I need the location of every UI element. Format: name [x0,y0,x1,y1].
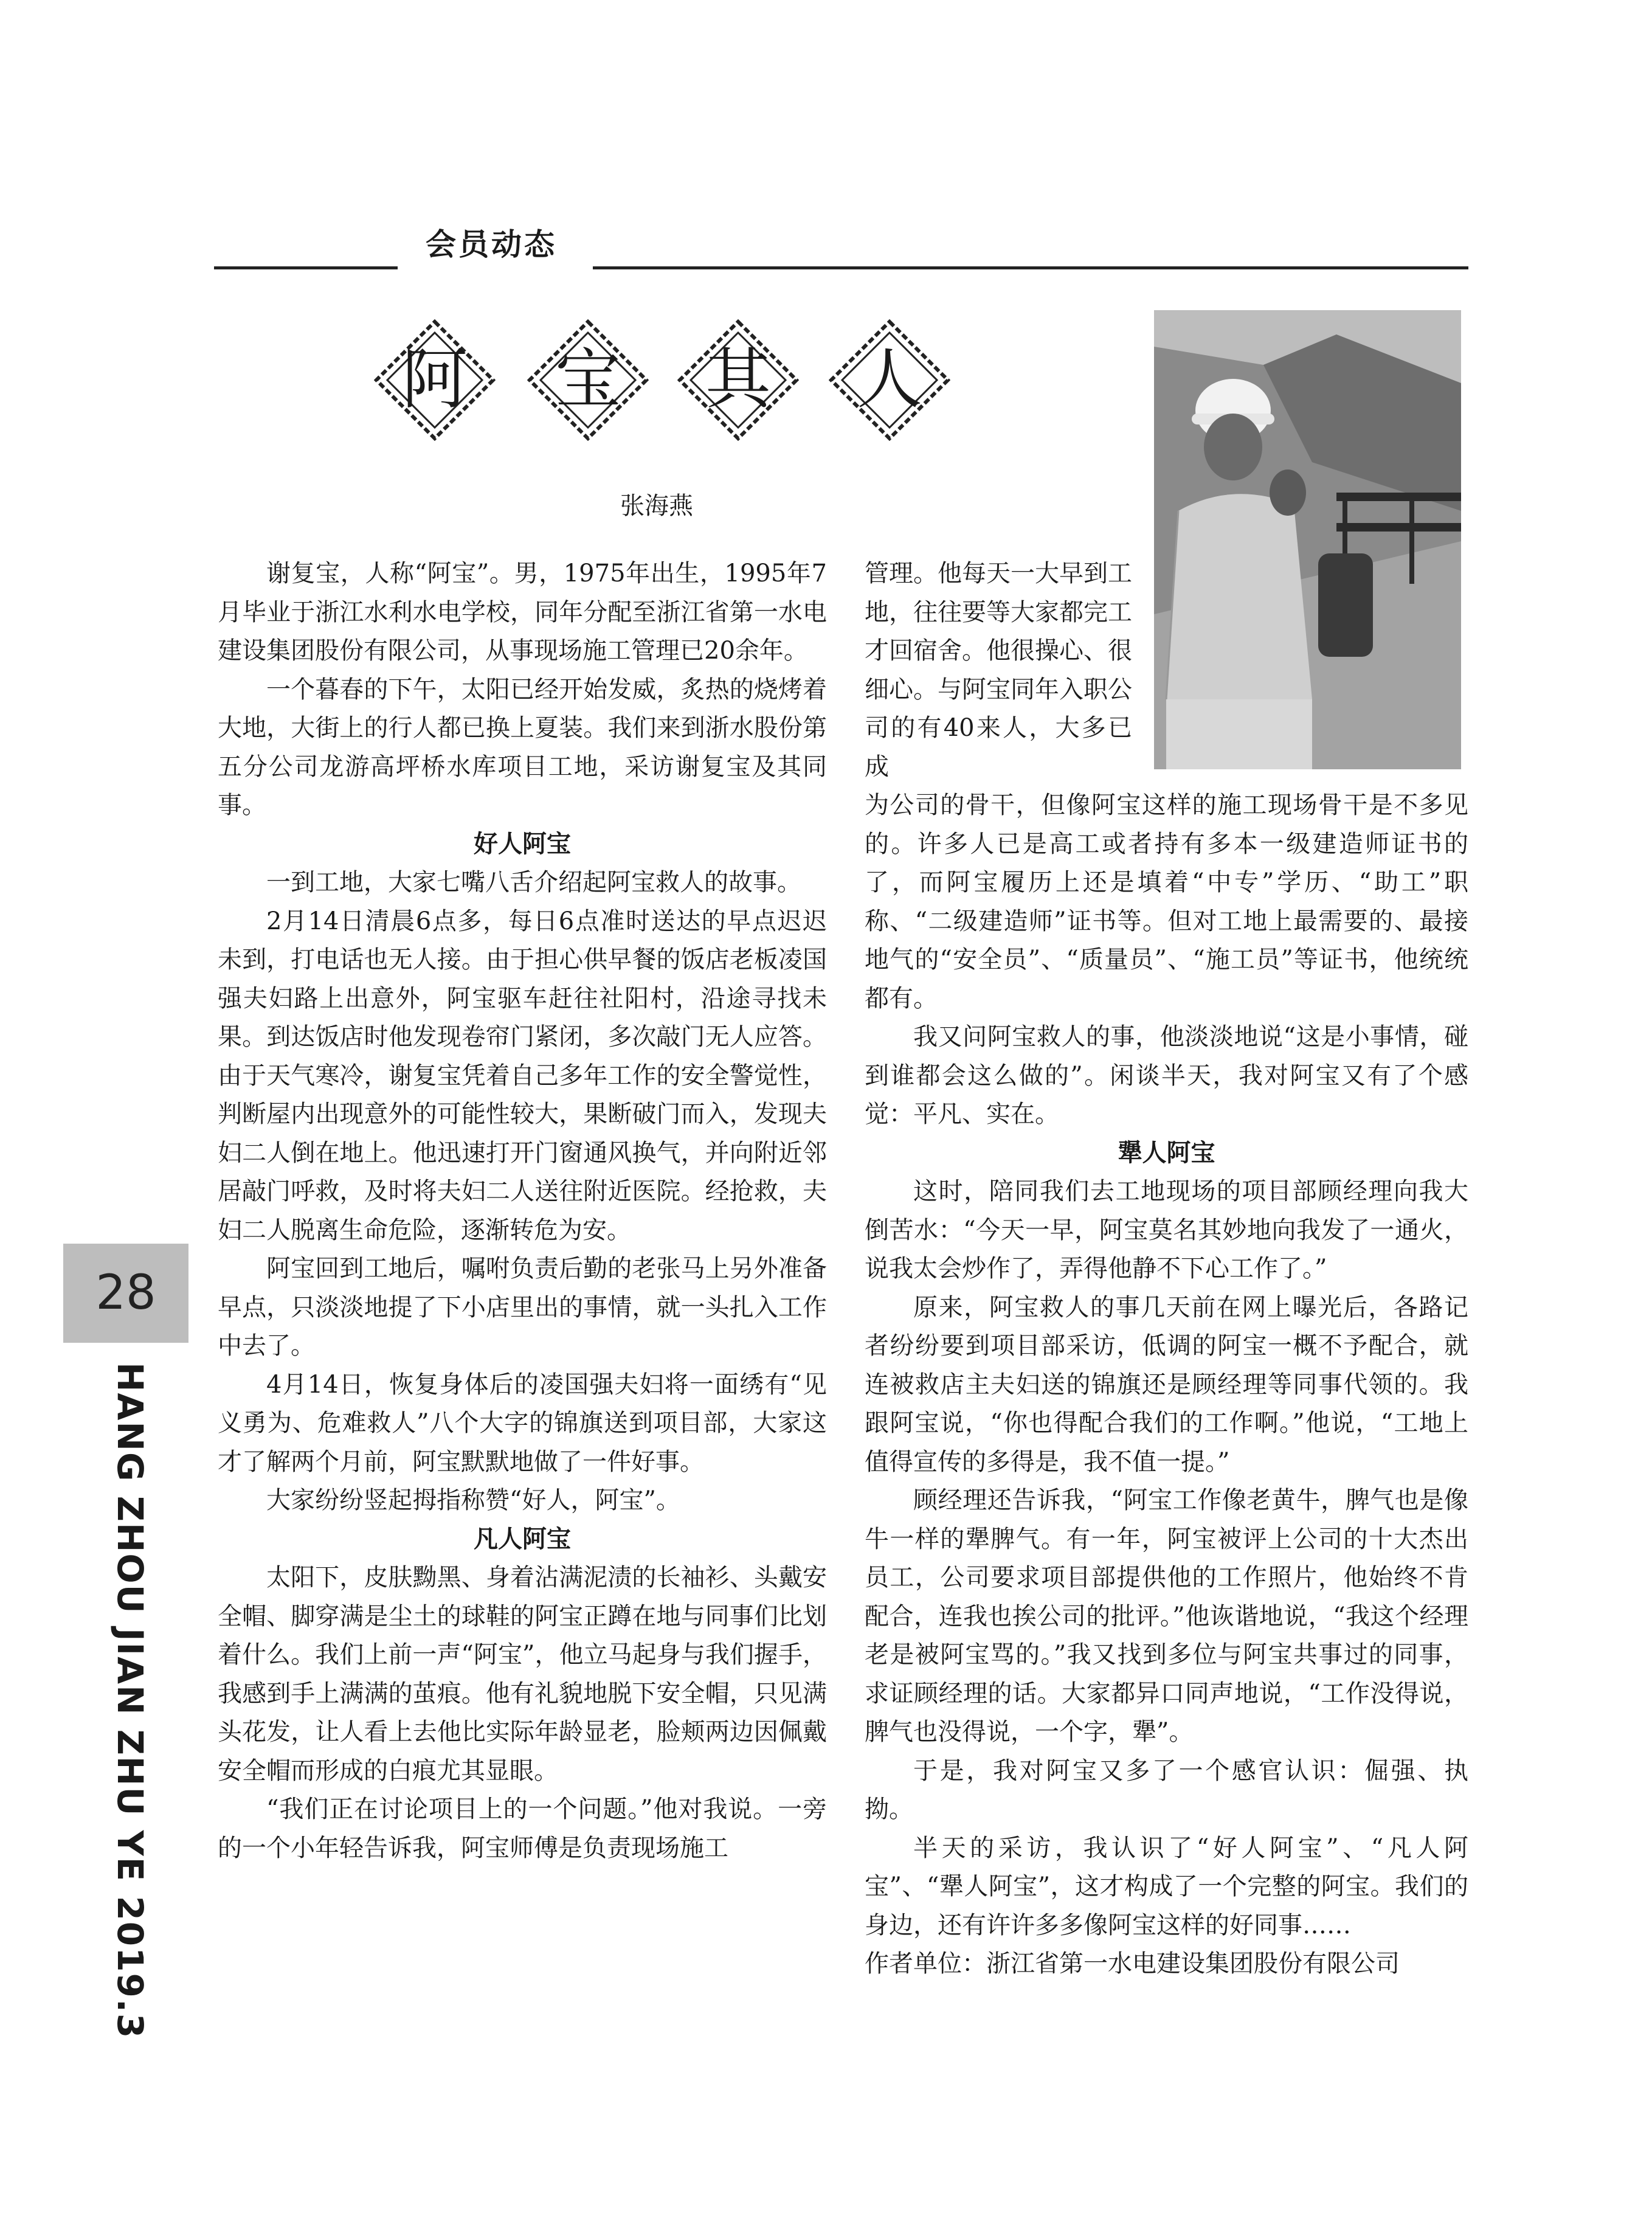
header-rule-left [214,266,398,269]
title-char-text: 人 [856,342,922,418]
paragraph: 4月14日，恢复身体后的凌国强夫妇将一面绣有“见义勇为、危难救人”八个大字的锦旗送到项目部，大家这才了解两个月前，阿宝默默地做了一件好事。 [218,1370,827,1476]
paragraph: 大家纷纷竖起拇指称赞“好人，阿宝”。 [266,1486,680,1514]
header-rule-right [593,266,1468,269]
paragraph: 于是，我对阿宝又多了一个感官认识：倔强、执拗。 [865,1756,1468,1823]
author-name: 张海燕 [620,492,693,520]
section-title: 会员动态 [426,227,557,262]
title-char-text: 宝 [555,342,621,418]
subheading: 凡人阿宝 [474,1525,571,1553]
title-char-2 [527,319,649,441]
paragraph: 半天的采访，我认识了“好人阿宝”、“凡人阿宝”、“犟人阿宝”，这才构成了一个完整的阿宝。我们的身边，还有许许多多像阿宝这样的好同事…… [865,1834,1468,1939]
title-char-1 [374,319,496,441]
title-char-3 [677,319,799,441]
paragraph: 一个暮春的下午，太阳已经开始发威，炙热的烧烤着大地，大街上的行人都已换上夏装。我们来到浙水股份第五分公司龙游高坪桥水库项目工地，采访谢复宝及其同事。 [218,675,827,819]
article-column-right-top [865,555,1132,786]
paragraph: 管理。他每天一大早到工地，往往要等大家都完工才回宿舍。他很操心、很细心。与阿宝同年入职公司的有40来人，大多已成 [865,559,1132,781]
paragraph: 这时，陪同我们去工地现场的项目部顾经理向我大倒苦水：“今天一早，阿宝莫名其妙地向我发了一通火，说我太会炒作了，弄得他静不下心工作了。” [865,1177,1468,1283]
page-number: 28 [95,1266,156,1320]
article-photo [1154,310,1461,769]
paragraph: 原来，阿宝救人的事几天前在网上曝光后，各路记者纷纷要到项目部采访，低调的阿宝一概不予配合，就连被救店主夫妇送的锦旗还是顾经理等同事代领的。我跟阿宝说，“你也得配合我们的工作啊。”他说，“工地上值得宣传的多得是，我不值一提。” [865,1293,1468,1476]
worker-photo-icon [1154,310,1461,769]
subheading: 好人阿宝 [474,829,571,858]
subheading: 犟人阿宝 [1118,1138,1215,1167]
title-char-text: 其 [705,342,771,418]
paragraph: 阿宝回到工地后，嘱咐负责后勤的老张马上另外准备早点，只淡淡地提了下小店里出的事情，就一头扎入工作中去了。 [218,1255,827,1360]
paragraph: 为公司的骨干，但像阿宝这样的施工现场骨干是不多见的。许多人已是高工或者持有多本一级建造师证书的了，而阿宝履历上还是填着“中专”学历、“助工”职称、“二级建造师”证书等。但对工地上最需要的、最接地气的“安全员”、“质量员”、“施工员”等证书，他统统都有。 [865,791,1468,1013]
title-char-4 [829,319,950,441]
paragraph: 我又问阿宝救人的事，他淡淡地说“这是小事情，碰到谁都会这么做的”。闲谈半天，我对阿宝又有了个感觉：平凡、实在。 [865,1023,1468,1128]
paragraph: 顾经理还告诉我，“阿宝工作像老黄牛，脾气也是像牛一样的犟脾气。有一年，阿宝被评上公司的十大杰出员工，公司要求项目部提供他的工作照片，他始终不肯配合，连我也挨公司的批评。”他诙谐地说，“我这个经理老是被阿宝骂的。”我又找到多位与阿宝共事过的同事，求证顾经理的话。大家都异口同声地说，“工作没得说，脾气也没得说，一个字，犟”。 [865,1486,1468,1746]
paragraph: 谢复宝，人称“阿宝”。男，1975年出生，1995年7月毕业于浙江水利水电学校，同年分配至浙江省第一水电建设集团股份有限公司，从事现场施工管理已20余年。 [218,559,827,665]
paragraph: 2月14日清晨6点多，每日6点准时送达的早点迟迟未到，打电话也无人接。由于担心供早餐的饭店老板凌国强夫妇路上出意外，阿宝驱车赶往社阳村，沿途寻找未果。到达饭店时他发现卷帘门紧闭，多次敲门无人应答。由于天气寒冷，谢复宝凭着自己多年工作的安全警觉性，判断屋内出现意外的可能性较大，果断破门而入，发现夫妇二人倒在地上。他迅速打开门窗通风换气，并向附近邻居敲门呼救，及时将夫妇二人送往附近医院。经抢救，夫妇二人脱离生命危险，逐渐转危为安。 [218,907,827,1244]
article-column-left [218,555,827,1868]
magazine-name-vertical: HANG ZHOU JIAN ZHU YE 2019.3 [109,1362,151,2040]
author-affiliation: 作者单位：浙江省第一水电建设集团股份有限公司 [865,1950,1400,1978]
paragraph: 一到工地，大家七嘴八舌介绍起阿宝救人的故事。 [266,868,801,896]
paragraph: “我们正在讨论项目上的一个问题。”他对我说。一旁的一个小年轻告诉我，阿宝师傅是负责现场施工 [218,1795,827,1862]
paragraph: 太阳下，皮肤黝黑、身着沾满泥渍的长袖衫、头戴安全帽、脚穿满是尘土的球鞋的阿宝正蹲在地与同事们比划着什么。我们上前一声“阿宝”，他立马起身与我们握手，我感到手上满满的茧痕。他有礼貌地脱下安全帽，只见满头花发，让人看上去他比实际年龄显老，脸颊两边因佩戴安全帽而形成的白痕尤其显眼。 [218,1564,827,1785]
article-column-right [865,786,1468,1984]
title-char-text: 阿 [401,342,468,418]
